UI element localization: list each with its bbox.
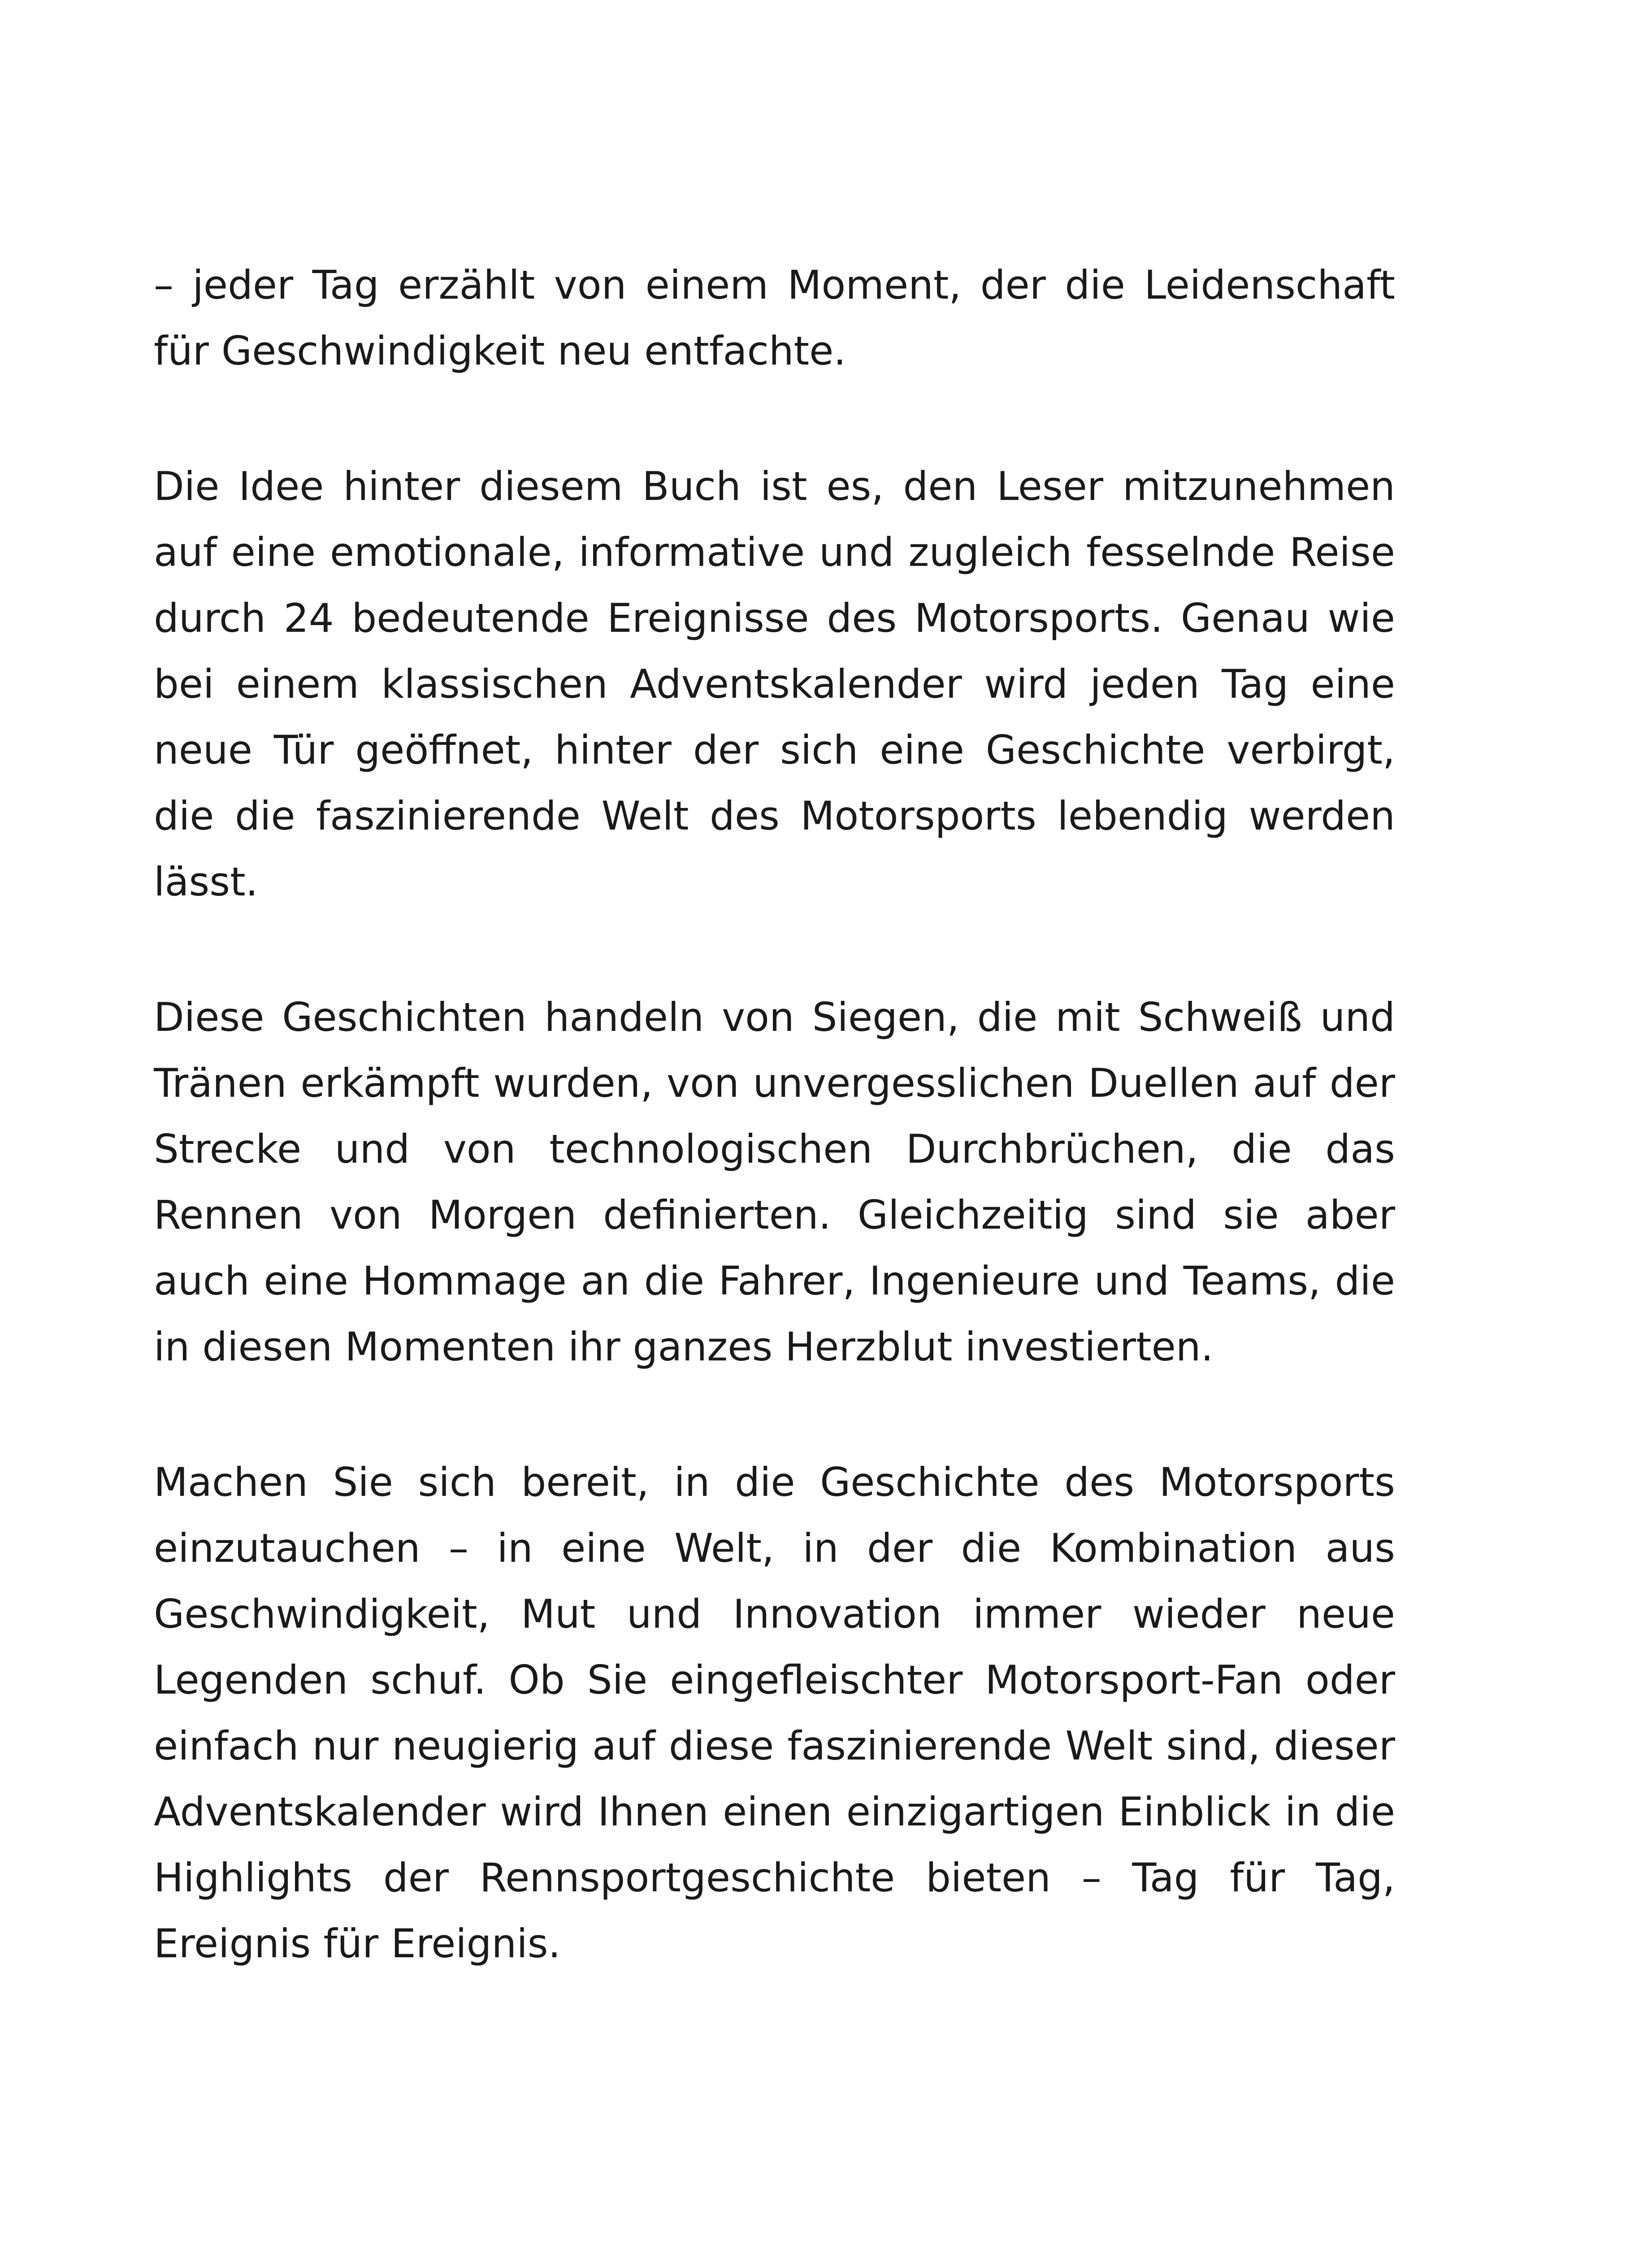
paragraph-stories: Diese Geschichten handeln von Siegen, die mit Schweiß und Tränen erkämpft wurden, von unvergesslichen Duellen auf der Strecke und von technologischen Durchbrüchen, die das Rennen von Morgen definierten. Gleichzeitig sind sie aber auch eine Hommage an die Fahrer, Ingenieure und Teams, die in diesen Momenten ihr ganzes Herzblut investierten. <box>154 994 1395 1370</box>
paragraph-invitation: Machen Sie sich bereit, in die Geschichte des Motorsports einzutauchen – in eine Welt, in der die Kombination aus Geschwindigkeit, Mut und Innovation immer wieder neue Legenden schuf. Ob Sie eingefleischter Motorsport-Fan oder einfach nur neugierig auf diese faszinierende Welt sind, dieser Adventskalender wird Ihnen einen einzigartigen Einblick in die Highlights der Rennsportgeschichte bieten – Tag für Tag, Ereignis für Ereignis. <box>154 1459 1395 1967</box>
paragraph-continuation: – jeder Tag erzählt von einem Moment, der die Leidenschaft für Geschwindigkeit neu entfachte. <box>154 262 1395 374</box>
body-text <box>154 252 1395 1977</box>
paragraph-book-idea: Die Idee hinter diesem Buch ist es, den Leser mitzunehmen auf eine emotionale, informative und zugleich fesselnde Reise durch 24 bedeutende Ereignisse des Motorsports. Genau wie bei einem klassischen Adventskalender wird jeden Tag eine neue Tür geöffnet, hinter der sich eine Geschichte verbirgt, die die faszinierende Welt des Motorsports lebendig werden lässt. <box>154 463 1395 905</box>
